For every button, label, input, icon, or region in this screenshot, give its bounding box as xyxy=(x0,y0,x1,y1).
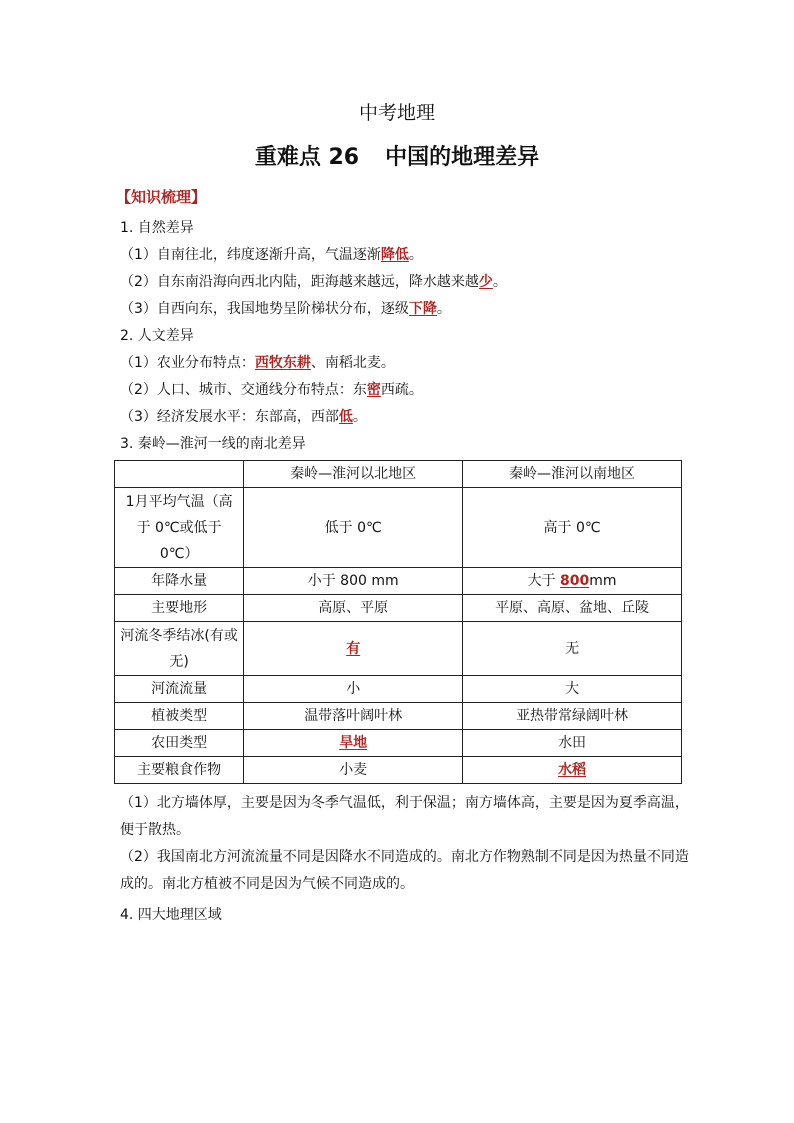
table-row xyxy=(115,676,682,703)
text-segment: （2）人口、城市、交通线分布特点：东 xyxy=(120,382,367,398)
page-title xyxy=(0,140,794,171)
table-row xyxy=(115,703,682,730)
row-label: 主要地形 xyxy=(115,595,244,622)
table-row xyxy=(115,595,682,622)
north-cell: 温带落叶阔叶林 xyxy=(244,703,463,730)
human-line-1 xyxy=(120,352,395,372)
row-label: 主要粮食作物 xyxy=(115,757,244,784)
human-difference-heading: 2. 人文差异 xyxy=(120,328,194,344)
table-row xyxy=(115,757,682,784)
text-segment: 、南稻北麦。 xyxy=(310,355,395,371)
human-line-2 xyxy=(120,379,423,399)
answer-highlight: 密 xyxy=(366,382,381,398)
natural-line-1 xyxy=(120,244,423,264)
knowledge-section-heading: 【知识梳理】 xyxy=(116,188,207,206)
natural-line-3 xyxy=(120,298,451,318)
row-label: 农田类型 xyxy=(115,730,244,757)
north-cell: 小 xyxy=(244,676,463,703)
table-header-cell: 秦岭—淮河以北地区 xyxy=(244,461,463,488)
row-label: 1月平均气温（高于 0℃或低于 0℃） xyxy=(115,488,244,568)
row-label: 植被类型 xyxy=(115,703,244,730)
north-cell: 低于 0℃ xyxy=(244,488,463,568)
text-segment: 。 xyxy=(436,301,451,317)
note-2: （2）我国南北方河流流量不同是因降水不同造成的。南北方作物熟制不同是因为热量不同造成的。南北方植被不同是因为气候不同造成的。 xyxy=(120,849,689,892)
text-segment: （1）自南往北，纬度逐渐升高，气温逐渐 xyxy=(120,247,381,263)
text-segment: （3）经济发展水平：东部高，西部 xyxy=(120,409,339,425)
table-header-cell xyxy=(115,461,244,488)
table-row xyxy=(115,568,682,595)
table-row xyxy=(115,622,682,676)
north-south-table xyxy=(114,460,682,784)
text-segment: （3）自西向东，我国地势呈阶梯状分布，逐级 xyxy=(120,301,409,317)
text-segment: 大于 xyxy=(527,573,561,589)
south-cell: 大 xyxy=(463,676,682,703)
table-header-cell: 秦岭—淮河以南地区 xyxy=(463,461,682,488)
answer-highlight: 旱地 xyxy=(339,735,368,751)
north-cell xyxy=(244,622,463,676)
south-cell: 高于 0℃ xyxy=(463,488,682,568)
north-cell: 小于 800 mm xyxy=(244,568,463,595)
answer-highlight: 有 xyxy=(346,640,361,657)
four-regions-heading: 4. 四大地理区域 xyxy=(120,907,222,923)
answer-highlight: 少 xyxy=(478,274,493,290)
text-segment: 。 xyxy=(352,409,367,425)
answer-highlight: 下降 xyxy=(408,301,437,317)
answer-highlight: 水稻 xyxy=(558,762,587,778)
natural-line-2 xyxy=(120,271,507,291)
text-segment: （2）自东南沿海向西北内陆，距海越来越远，降水越来越 xyxy=(120,274,479,290)
south-cell: 平原、高原、盆地、丘陵 xyxy=(463,595,682,622)
note-1: （1）北方墙体厚，主要是因为冬季气温低，利于保温；南方墙体高，主要是因为夏季高温，便于散热。 xyxy=(120,795,689,838)
answer-highlight: 降低 xyxy=(380,247,409,263)
north-cell xyxy=(244,730,463,757)
south-cell: 水田 xyxy=(463,730,682,757)
answer-highlight: 西牧东耕 xyxy=(254,355,311,371)
south-cell: 无 xyxy=(463,622,682,676)
natural-difference-heading: 1. 自然差异 xyxy=(120,220,194,236)
north-cell: 小麦 xyxy=(244,757,463,784)
text-segment: mm xyxy=(589,573,617,589)
north-cell: 高原、平原 xyxy=(244,595,463,622)
south-cell xyxy=(463,568,682,595)
row-label: 年降水量 xyxy=(115,568,244,595)
text-segment: 西疏。 xyxy=(380,382,423,398)
row-label: 河流冬季结冰(有或无) xyxy=(115,622,244,676)
row-label: 河流流量 xyxy=(115,676,244,703)
table-row xyxy=(115,730,682,757)
south-cell: 亚热带常绿阔叶林 xyxy=(463,703,682,730)
table-row xyxy=(115,488,682,568)
table-header-row xyxy=(115,461,682,488)
human-line-3 xyxy=(120,406,367,426)
text-segment: （1）农业分布特点： xyxy=(120,355,255,371)
answer-highlight: 800 xyxy=(560,573,590,589)
south-cell xyxy=(463,757,682,784)
title-prefix: 重难点 26 xyxy=(254,145,360,170)
text-segment: 。 xyxy=(492,274,507,290)
north-south-heading: 3. 秦岭—淮河一线的南北差异 xyxy=(120,436,306,452)
text-segment: 。 xyxy=(408,247,423,263)
answer-highlight: 低 xyxy=(338,409,353,425)
title-main: 中国的地理差异 xyxy=(385,145,540,170)
subject-heading: 中考地理 xyxy=(358,102,435,124)
